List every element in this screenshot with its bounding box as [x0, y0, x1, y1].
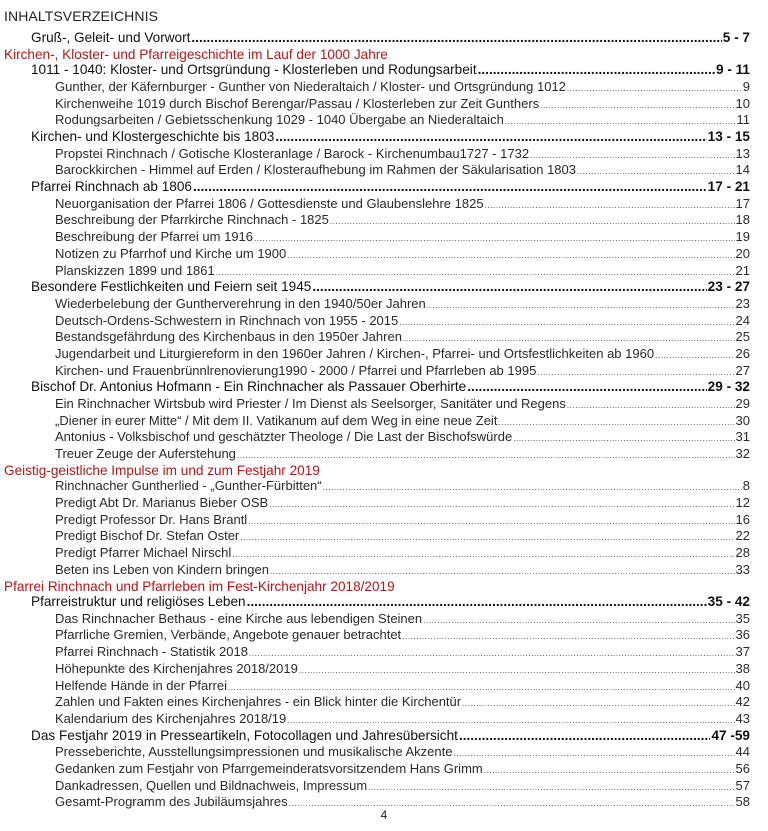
toc-entry-title: Neuorganisation der Pfarrei 1806 / Gottesdienste und Glaubenslehre 1825: [55, 195, 484, 211]
toc-entry-title: Dankadressen, Quellen und Bildnachweis, Impressum: [55, 777, 368, 793]
toc-entry-page: 36: [735, 627, 750, 643]
toc-chapter-entry: [0, 179, 768, 196]
toc-subentry: [0, 694, 768, 711]
toc-subentry: [0, 661, 768, 678]
toc-entry-page: 29: [735, 396, 750, 412]
toc-entry-title: Helfende Hände in der Pfarrei: [55, 677, 227, 693]
toc-subentry: [0, 79, 768, 96]
page-title: INHALTSVERZEICHNIS: [4, 8, 159, 24]
toc-entry-page: 22: [735, 528, 750, 544]
toc-subentry: [0, 627, 768, 644]
toc-subentry: [0, 528, 768, 545]
toc-entry-page: 35: [735, 610, 750, 626]
toc-entry-title: Antonius - Volksbischof und geschätzter Theologe / Die Last der Bischofswürde: [55, 429, 513, 445]
dot-leader: [537, 363, 734, 378]
dot-leader: [249, 644, 735, 659]
toc-entry-title: Rinchnacher Guntherlied - „Gunther-Fürbitten“: [55, 478, 322, 494]
toc-entry-page: 24: [735, 312, 750, 328]
toc-entry-title: Beten ins Leben von Kindern bringen: [55, 561, 269, 577]
toc-subentry: [0, 744, 768, 761]
toc-chapter-entry: [0, 129, 768, 146]
dot-leader: [427, 296, 735, 311]
toc-entry-page: 30: [735, 412, 750, 428]
toc-entry-page: 31: [735, 429, 750, 445]
toc-subentry: [0, 495, 768, 512]
toc-entry-page: 20: [735, 245, 750, 261]
table-of-contents: [0, 30, 768, 811]
toc-entry-title: Pfarrei Rinchnach - Statistik 2018: [55, 644, 248, 660]
toc-entry-page: 9: [742, 78, 750, 94]
toc-entry-title: Das Rinchnacher Bethaus - eine Kirche aus lebendigen Steinen: [55, 610, 423, 626]
toc-subentry: [0, 212, 768, 229]
toc-chapter-entry: [0, 279, 768, 296]
toc-subentry: [0, 478, 768, 495]
dot-leader: [567, 396, 735, 411]
dot-leader: [228, 678, 735, 693]
toc-entry-page: 33: [735, 561, 750, 577]
toc-entry-title: Beschreibung der Pfarrkirche Rinchnach - 1825: [55, 212, 329, 228]
toc-entry-page: 17 - 21: [707, 179, 750, 195]
toc-subentry: [0, 196, 768, 213]
toc-entry-page: 8: [742, 478, 750, 494]
toc-chapter-entry: [0, 594, 768, 611]
dot-leader: [368, 778, 734, 793]
toc-entry-page: 18: [735, 212, 750, 228]
toc-entry-title: Presseberichte, Ausstellungsimpressionen und musikalische Akzente: [55, 744, 453, 760]
toc-entry-title: 1011 - 1040: Kloster- und Ortsgründung - Klosterleben und Rodungsarbeit: [31, 62, 477, 78]
toc-entry-title: Predigt Bischof Dr. Stefan Oster: [55, 528, 240, 544]
dot-leader: [299, 661, 735, 676]
dot-leader: [275, 129, 706, 144]
dot-leader: [540, 96, 734, 111]
dot-leader: [330, 212, 735, 227]
dot-leader: [216, 263, 735, 278]
toc-subentry: [0, 296, 768, 313]
toc-entry-title: Planskizzen 1899 und 1861: [55, 262, 215, 278]
toc-section-heading: [0, 579, 768, 595]
toc-entry-page: 13 - 15: [707, 129, 750, 145]
toc-entry-page: 27: [735, 362, 750, 378]
dot-leader: [399, 313, 734, 328]
toc-entry-title: Kirchen- und Frauenbrünnlrenovierung1990 - 2000 / Pfarrei und Pfarrleben ab 1995: [55, 362, 537, 378]
toc-entry-page: 58: [735, 794, 750, 810]
toc-entry-page: 29 - 32: [707, 379, 750, 395]
toc-chapter-entry: [0, 30, 768, 47]
toc-entry-page: 40: [735, 677, 750, 693]
toc-entry-title: Beschreibung der Pfarrei um 1916: [55, 229, 254, 245]
dot-leader: [485, 196, 735, 211]
toc-entry-page: 5 - 7: [722, 30, 750, 45]
toc-subentry: [0, 562, 768, 579]
dot-leader: [655, 346, 734, 361]
toc-entry-title: Predigt Abt Dr. Marianus Bieber OSB: [55, 495, 269, 511]
toc-entry-title: Pfarrei Rinchnach und Pfarrleben im Fest-Kirchenjahr 2018/2019: [4, 578, 395, 594]
toc-entry-title: Kalendarium des Kirchenjahres 2018/19: [55, 710, 287, 726]
toc-subentry: [0, 512, 768, 529]
toc-subentry: [0, 429, 768, 446]
toc-entry-title: Rodungsarbeiten / Gebietsschenkung 1029 - 1040 Übergabe an Niederaltaich: [55, 112, 504, 128]
toc-entry-title: Bestandsgefährdung des Kirchenbaus in den 1950er Jahren: [55, 329, 402, 345]
dot-leader: [323, 478, 742, 493]
dot-leader: [577, 162, 735, 177]
toc-entry-title: Das Festjahr 2019 in Presseartikeln, Fotocollagen und Jahresübersicht: [31, 727, 458, 743]
toc-subentry: [0, 446, 768, 463]
toc-entry-page: 10: [735, 95, 750, 111]
toc-entry-page: 44: [735, 744, 750, 760]
toc-entry-title: Bischof Dr. Antonius Hofmann - Ein Rinchnacher als Passauer Oberhirte: [31, 379, 467, 395]
dot-leader: [287, 711, 734, 726]
toc-entry-title: Zahlen und Fakten eines Kirchenjahres - ein Blick hinter die Kirchentür: [55, 694, 462, 710]
toc-subentry: [0, 761, 768, 778]
toc-entry-page: 9 - 11: [715, 62, 750, 78]
toc-entry-page: 17: [735, 195, 750, 211]
toc-entry-title: Treuer Zeuge der Auferstehung: [55, 446, 236, 462]
toc-entry-title: Predigt Pfarrer Michael Nirschl: [55, 545, 232, 561]
dot-leader: [312, 279, 706, 294]
toc-subentry: [0, 112, 768, 129]
toc-entry-title: Geistig-geistliche Impulse im und zum Festjahr 2019: [4, 462, 320, 478]
toc-entry-title: Kirchenweihe 1019 durch Bischof Berengar/Passau / Klosterleben zur Zeit Gunthers: [55, 95, 540, 111]
toc-entry-title: Besondere Festlichkeiten und Feiern seit 1945: [31, 279, 312, 295]
dot-leader: [505, 112, 736, 127]
toc-entry-title: Höhepunkte des Kirchenjahres 2018/2019: [55, 660, 298, 676]
toc-subentry: [0, 711, 768, 728]
toc-entry-page: 11: [736, 112, 750, 128]
toc-chapter-entry: [0, 728, 768, 745]
dot-leader: [269, 495, 734, 510]
toc-entry-title: Kirchen-, Kloster- und Pfarreigeschichte im Lauf der 1000 Jahre: [4, 46, 388, 62]
dot-leader: [423, 611, 734, 626]
toc-entry-page: 57: [735, 777, 750, 793]
dot-leader: [530, 146, 734, 161]
toc-entry-page: 32: [735, 446, 750, 462]
dot-leader: [287, 246, 734, 261]
toc-entry-page: 26: [735, 345, 750, 361]
toc-entry-page: 23: [735, 295, 750, 311]
toc-entry-page: 19: [735, 229, 750, 245]
toc-entry-page: 47 -59: [711, 727, 750, 743]
dot-leader: [498, 413, 734, 428]
toc-entry-title: Wiederbelebung der Guntherverehrung in den 1940/50er Jahren: [55, 295, 426, 311]
toc-subentry: [0, 611, 768, 628]
toc-chapter-entry: [0, 379, 768, 396]
dot-leader: [232, 545, 734, 560]
dot-leader: [247, 594, 707, 609]
toc-entry-page: 35 - 42: [707, 594, 750, 610]
dot-leader: [478, 62, 715, 77]
toc-subentry: [0, 229, 768, 246]
toc-subentry: [0, 363, 768, 380]
toc-entry-title: Kirchen- und Klostergeschichte bis 1803: [31, 129, 275, 145]
toc-chapter-entry: [0, 62, 768, 79]
toc-entry-title: Pfarrei Rinchnach ab 1806: [31, 179, 192, 195]
toc-entry-page: 43: [735, 710, 750, 726]
toc-subentry: [0, 346, 768, 363]
dot-leader: [402, 627, 734, 642]
toc-subentry: [0, 413, 768, 430]
toc-subentry: [0, 329, 768, 346]
page-number: 4: [380, 808, 388, 822]
dot-leader: [240, 528, 734, 543]
toc-entry-title: Jugendarbeit und Liturgiereform in den 1960er Jahren / Kirchen-, Pfarrei- und Ortsfestlichkeiten ab 1960: [55, 345, 655, 361]
dot-leader: [513, 429, 734, 444]
toc-entry-title: „Diener in eurer Mitte“ / Mit dem II. Vatikanum auf dem Weg in eine neue Zeit: [55, 412, 498, 428]
dot-leader: [254, 229, 735, 244]
toc-subentry: [0, 162, 768, 179]
dot-leader: [467, 379, 706, 394]
dot-leader: [193, 179, 707, 194]
toc-subentry: [0, 146, 768, 163]
toc-entry-title: Propstei Rinchnach / Gotische Klosteranlage / Barock - Kirchenumbau1727 - 1732: [55, 145, 530, 161]
toc-subentry: [0, 778, 768, 795]
toc-entry-page: 28: [735, 545, 750, 561]
toc-subentry: [0, 263, 768, 280]
toc-subentry: [0, 313, 768, 330]
toc-entry-title: Barockkirchen - Himmel auf Erden / Klosteraufhebung im Rahmen der Säkularisation 1803: [55, 162, 576, 178]
toc-entry-page: 16: [735, 511, 750, 527]
toc-entry-title: Predigt Professor Dr. Hans Brantl: [55, 511, 248, 527]
toc-entry-title: Deutsch-Ordens-Schwestern in Rinchnach von 1955 - 2015: [55, 312, 399, 328]
dot-leader: [191, 30, 721, 45]
dot-leader: [248, 512, 734, 527]
toc-entry-title: Notizen zu Pfarrhof und Kirche um 1900: [55, 245, 287, 261]
toc-entry-page: 23 - 27: [707, 279, 750, 295]
toc-entry-title: Pfarrliche Gremien, Verbände, Angebote genauer betrachtet: [55, 627, 402, 643]
toc-entry-page: 37: [735, 644, 750, 660]
toc-subentry: [0, 644, 768, 661]
toc-entry-page: 13: [735, 145, 750, 161]
dot-leader: [567, 79, 742, 94]
toc-section-heading: [0, 47, 768, 63]
toc-subentry: [0, 545, 768, 562]
toc-entry-title: Ein Rinchnacher Wirtsbub wird Priester / Im Dienst als Seelsorger, Sanitäter und Regens: [55, 396, 566, 412]
toc-subentry: [0, 396, 768, 413]
dot-leader: [270, 562, 735, 577]
toc-entry-title: Gruß-, Geleit- und Vorwort: [31, 30, 191, 45]
toc-entry-page: 12: [735, 495, 750, 511]
toc-subentry: [0, 678, 768, 695]
dot-leader: [462, 694, 734, 709]
dot-leader: [459, 728, 711, 743]
toc-entry-page: 14: [735, 162, 750, 178]
toc-subentry: [0, 246, 768, 263]
toc-entry-page: 38: [735, 660, 750, 676]
dot-leader: [453, 744, 734, 759]
toc-entry-page: 25: [735, 329, 750, 345]
toc-section-heading: [0, 463, 768, 479]
toc-entry-page: 56: [735, 760, 750, 776]
toc-entry-title: Gesamt-Programm des Jubiläumsjahres: [55, 794, 288, 810]
toc-entry-title: Gedanken zum Festjahr von Pfarrgemeinderatsvorsitzendem Hans Grimm: [55, 760, 483, 776]
toc-entry-page: 42: [735, 694, 750, 710]
toc-entry-title: Gunther, der Käfernburger - Gunther von Niederaltaich / Kloster- und Ortsgründung 1012: [55, 78, 566, 94]
dot-leader: [484, 761, 735, 776]
dot-leader: [237, 446, 735, 461]
toc-entry-page: 21: [735, 262, 750, 278]
toc-subentry: [0, 96, 768, 113]
toc-entry-title: Pfarreistruktur und religiöses Leben: [31, 594, 246, 610]
dot-leader: [403, 329, 735, 344]
